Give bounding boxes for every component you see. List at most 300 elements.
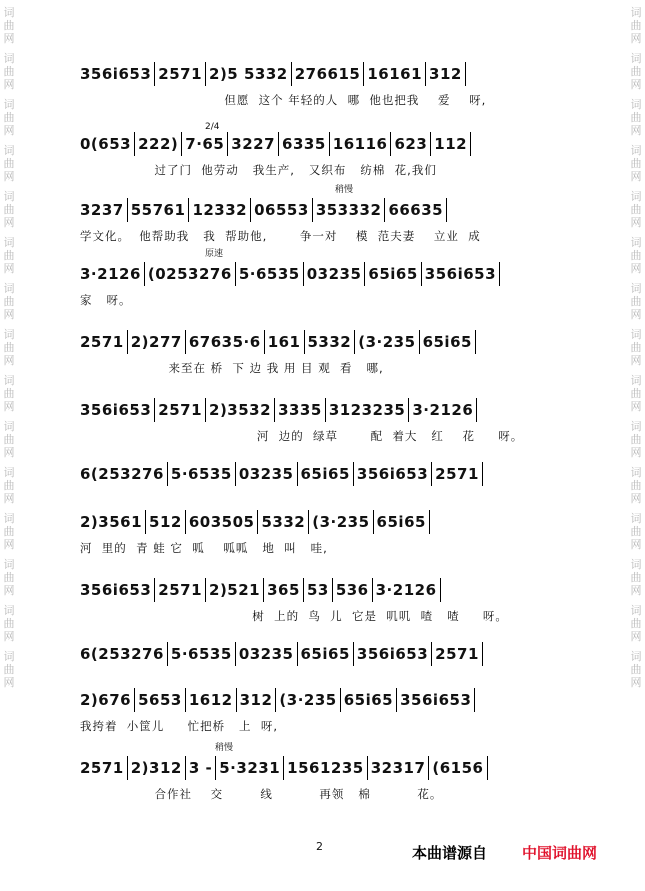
- watermark-glyph: 词: [3, 328, 15, 341]
- measure: 353332: [315, 201, 382, 219]
- measure: 161: [267, 333, 301, 351]
- measure: 6335: [282, 135, 326, 153]
- watermark-group: [0, 328, 18, 367]
- notation-line: [80, 462, 486, 486]
- barline: [329, 132, 330, 156]
- watermark-glyph: 曲: [3, 663, 15, 676]
- watermark-group: [627, 6, 645, 45]
- barline: [185, 756, 186, 780]
- watermark-group: [627, 52, 645, 91]
- barline: [354, 330, 355, 354]
- tempo-marking: 稍慢: [335, 185, 354, 195]
- watermark-glyph: 词: [3, 236, 15, 249]
- measure: 2571: [158, 65, 203, 83]
- barline: [145, 510, 146, 534]
- page-number: 2: [316, 840, 323, 853]
- watermark-glyph: 词: [630, 236, 642, 249]
- measure: 67635·6: [188, 333, 261, 351]
- barline: [205, 62, 206, 86]
- measure: 2)676: [80, 691, 132, 709]
- watermark-group: [627, 466, 645, 505]
- measure: 65i65: [300, 465, 350, 483]
- watermark-glyph: 词: [3, 466, 15, 479]
- measure: 2)521: [209, 581, 261, 599]
- barline: [384, 198, 385, 222]
- barline: [474, 688, 475, 712]
- watermark-glyph: 网: [630, 216, 642, 229]
- watermark-glyph: 曲: [630, 341, 642, 354]
- measure: 356i653: [356, 645, 429, 663]
- barline: [167, 462, 168, 486]
- watermark-glyph: 曲: [630, 617, 642, 630]
- barline: [303, 578, 304, 602]
- barline: [353, 462, 354, 486]
- watermark-glyph: 网: [630, 32, 642, 45]
- watermark-group: [0, 420, 18, 459]
- watermark-group: [0, 374, 18, 413]
- measure: 3237: [80, 201, 124, 219]
- watermark-glyph: 词: [630, 420, 642, 433]
- watermark-group: [627, 190, 645, 229]
- measure: 356i653: [400, 691, 472, 709]
- barline: [428, 756, 429, 780]
- measure: 65i65: [368, 265, 418, 283]
- barline: [291, 62, 292, 86]
- watermark-glyph: 词: [3, 420, 15, 433]
- watermark-glyph: 曲: [3, 571, 15, 584]
- watermark-glyph: 词: [3, 604, 15, 617]
- lyric-line: 家 呀。: [80, 293, 132, 307]
- watermark-group: [0, 650, 18, 689]
- barline: [144, 262, 145, 286]
- lyric-line: 合作社 交 线 再领 棉 花。: [80, 787, 443, 801]
- lyric-line: 但愿 这个 年轻的人 哪 他也把我 爱 呀,: [80, 93, 487, 107]
- barline: [263, 578, 264, 602]
- barline: [236, 688, 237, 712]
- watermark-group: [0, 466, 18, 505]
- barline: [396, 688, 397, 712]
- measure: 2)312: [130, 759, 182, 777]
- tempo-marking: 2/4: [205, 122, 220, 132]
- measure: 2)3561: [80, 513, 143, 531]
- measure: 5332: [261, 513, 306, 531]
- watermark-glyph: 网: [630, 538, 642, 551]
- watermark-glyph: 网: [630, 170, 642, 183]
- measure: 12332: [192, 201, 248, 219]
- watermark-glyph: 网: [3, 492, 15, 505]
- barline: [283, 756, 284, 780]
- barline: [325, 398, 326, 422]
- watermark-glyph: 网: [630, 308, 642, 321]
- watermark-glyph: 词: [630, 98, 642, 111]
- lyric-line: 过了门 他劳动 我生产, 又织布 纺棉 花,我们: [80, 163, 437, 177]
- measure: 312: [239, 691, 273, 709]
- watermark-glyph: 曲: [3, 617, 15, 630]
- barline: [154, 578, 155, 602]
- measure: 5332: [307, 333, 352, 351]
- watermark-glyph: 网: [3, 446, 15, 459]
- watermark-glyph: 词: [630, 466, 642, 479]
- watermark-group: [0, 98, 18, 137]
- barline: [134, 688, 135, 712]
- measure: 623: [394, 135, 428, 153]
- notation-line: [80, 132, 474, 156]
- measure: 3·2126: [80, 265, 141, 283]
- watermark-glyph: 网: [3, 400, 15, 413]
- measure: 276615: [294, 65, 361, 83]
- watermark-glyph: 词: [3, 558, 15, 571]
- measure: 356i653: [80, 65, 152, 83]
- notation-line: [80, 262, 503, 286]
- barline: [257, 510, 258, 534]
- watermark-glyph: 曲: [630, 65, 642, 78]
- watermark-group: [627, 282, 645, 321]
- barline: [127, 330, 128, 354]
- barline: [408, 398, 409, 422]
- barline: [332, 578, 333, 602]
- watermark-glyph: 曲: [630, 19, 642, 32]
- barline: [431, 642, 432, 666]
- barline: [181, 132, 182, 156]
- measure: 536: [335, 581, 369, 599]
- watermark-column-right: [627, 0, 645, 891]
- watermark-glyph: 曲: [630, 479, 642, 492]
- watermark-glyph: 曲: [630, 157, 642, 170]
- watermark-glyph: 网: [630, 630, 642, 643]
- watermark-glyph: 词: [630, 374, 642, 387]
- barline: [274, 398, 275, 422]
- barline: [250, 198, 251, 222]
- watermark-glyph: 词: [630, 144, 642, 157]
- watermark-group: [627, 558, 645, 597]
- barline: [499, 262, 500, 286]
- watermark-group: [627, 374, 645, 413]
- measure: 356i653: [356, 465, 429, 483]
- measure: 356i653: [80, 401, 152, 419]
- lyric-line: 河 里的 青 蛙 它 呱 呱呱 地 叫 哇,: [80, 541, 328, 555]
- lyric-line: 我挎着 小筐儿 忙把桥 上 呀,: [80, 719, 279, 733]
- barline: [353, 642, 354, 666]
- barline: [235, 462, 236, 486]
- measure: 1612: [188, 691, 233, 709]
- watermark-column-left: [0, 0, 18, 891]
- barline: [264, 330, 265, 354]
- watermark-glyph: 词: [630, 52, 642, 65]
- measure: 2)277: [130, 333, 182, 351]
- measure: 65i65: [376, 513, 426, 531]
- measure: 5·6535: [170, 645, 232, 663]
- watermark-glyph: 曲: [3, 203, 15, 216]
- barline: [363, 62, 364, 86]
- measure: 06553: [254, 201, 309, 219]
- watermark-group: [0, 52, 18, 91]
- watermark-glyph: 曲: [3, 525, 15, 538]
- watermark-glyph: 曲: [3, 295, 15, 308]
- notation-line: [80, 510, 433, 534]
- watermark-glyph: 词: [630, 512, 642, 525]
- tempo-marking: 稍慢: [215, 743, 234, 753]
- barline: [340, 688, 341, 712]
- barline: [429, 510, 430, 534]
- watermark-group: [627, 98, 645, 137]
- measure: 03235: [306, 265, 362, 283]
- watermark-group: [627, 604, 645, 643]
- watermark-glyph: 词: [630, 558, 642, 571]
- barline: [235, 262, 236, 286]
- watermark-glyph: 曲: [3, 479, 15, 492]
- measure: 356i653: [424, 265, 497, 283]
- barline: [430, 132, 431, 156]
- watermark-glyph: 曲: [630, 571, 642, 584]
- barline: [297, 642, 298, 666]
- measure: 2571: [158, 581, 203, 599]
- notation-line: [80, 398, 480, 422]
- watermark-glyph: 词: [3, 52, 15, 65]
- watermark-group: [0, 604, 18, 643]
- barline: [364, 262, 365, 286]
- barline: [297, 462, 298, 486]
- watermark-glyph: 曲: [3, 19, 15, 32]
- barline: [475, 330, 476, 354]
- measure: 16116: [332, 135, 388, 153]
- watermark-glyph: 词: [3, 144, 15, 157]
- watermark-group: [0, 512, 18, 551]
- measure: 365: [267, 581, 300, 599]
- watermark-group: [0, 190, 18, 229]
- notation-line: [80, 198, 450, 222]
- watermark-glyph: 曲: [630, 249, 642, 262]
- measure: 65i65: [422, 333, 472, 351]
- watermark-glyph: 网: [630, 676, 642, 689]
- lyric-line: 树 上的 鸟 儿 它是 叽叽 喳 喳 呀。: [80, 609, 508, 623]
- measure: 55761: [130, 201, 186, 219]
- measure: 3335: [278, 401, 322, 419]
- measure: 3·2126: [412, 401, 474, 419]
- measure: 65i65: [343, 691, 394, 709]
- measure: 3·2126: [375, 581, 437, 599]
- watermark-glyph: 曲: [3, 111, 15, 124]
- watermark-glyph: 网: [3, 630, 15, 643]
- measure: 3 -: [188, 759, 213, 777]
- measure: 512: [149, 513, 182, 531]
- barline: [465, 62, 466, 86]
- barline: [205, 578, 206, 602]
- measure: 312: [429, 65, 462, 83]
- measure: 03235: [238, 465, 294, 483]
- watermark-group: [0, 236, 18, 275]
- watermark-glyph: 词: [3, 6, 15, 19]
- barline: [154, 398, 155, 422]
- barline: [134, 132, 135, 156]
- measure: 5·3231: [219, 759, 281, 777]
- watermark-glyph: 网: [3, 354, 15, 367]
- barline: [127, 198, 128, 222]
- watermark-glyph: 词: [630, 604, 642, 617]
- watermark-glyph: 词: [3, 282, 15, 295]
- notation-line: [80, 330, 479, 354]
- measure: 3123235: [328, 401, 406, 419]
- watermark-glyph: 曲: [3, 65, 15, 78]
- measure: 2571: [158, 401, 203, 419]
- measure: 1561235: [287, 759, 364, 777]
- barline: [127, 756, 128, 780]
- watermark-group: [627, 328, 645, 367]
- watermark-glyph: 网: [3, 262, 15, 275]
- barline: [308, 510, 309, 534]
- watermark-group: [627, 512, 645, 551]
- measure: 222): [138, 135, 179, 153]
- barline: [421, 262, 422, 286]
- barline: [425, 62, 426, 86]
- measure: (3·235: [279, 691, 337, 709]
- watermark-glyph: 词: [630, 190, 642, 203]
- watermark-glyph: 曲: [630, 111, 642, 124]
- notation-line: [80, 578, 444, 602]
- watermark-glyph: 曲: [3, 433, 15, 446]
- notation-line: [80, 642, 486, 666]
- barline: [482, 462, 483, 486]
- watermark-glyph: 曲: [630, 663, 642, 676]
- measure: (6156: [432, 759, 484, 777]
- source-site-link[interactable]: 中国词曲网: [522, 844, 598, 862]
- measure: 3227: [231, 135, 276, 153]
- watermark-glyph: 词: [630, 6, 642, 19]
- measure: 32317: [370, 759, 426, 777]
- barline: [487, 756, 488, 780]
- watermark-glyph: 曲: [3, 249, 15, 262]
- barline: [372, 578, 373, 602]
- measure: 5·6535: [238, 265, 300, 283]
- measure: 2571: [435, 645, 479, 663]
- barline: [419, 330, 420, 354]
- watermark-glyph: 网: [630, 354, 642, 367]
- watermark-glyph: 网: [3, 308, 15, 321]
- barline: [205, 398, 206, 422]
- watermark-glyph: 网: [630, 446, 642, 459]
- barline: [367, 756, 368, 780]
- notation-line: [80, 756, 491, 780]
- measure: (3·235: [358, 333, 416, 351]
- barline: [390, 132, 391, 156]
- measure: 5·6535: [170, 465, 232, 483]
- watermark-group: [627, 236, 645, 275]
- notation-line: [80, 62, 469, 86]
- watermark-glyph: 网: [630, 78, 642, 91]
- measure: 603505: [188, 513, 255, 531]
- watermark-glyph: 网: [3, 32, 15, 45]
- watermark-glyph: 网: [3, 538, 15, 551]
- watermark-group: [627, 650, 645, 689]
- barline: [215, 756, 216, 780]
- barline: [185, 330, 186, 354]
- watermark-glyph: 网: [630, 584, 642, 597]
- measure: 2)3532: [209, 401, 272, 419]
- watermark-glyph: 词: [3, 374, 15, 387]
- watermark-glyph: 网: [630, 400, 642, 413]
- watermark-glyph: 网: [3, 170, 15, 183]
- barline: [154, 62, 155, 86]
- lyric-line: 来至在 桥 下 边 我 用 目 观 看 哪,: [80, 361, 384, 375]
- barline: [312, 198, 313, 222]
- watermark-glyph: 曲: [630, 433, 642, 446]
- measure: 356i653: [80, 581, 152, 599]
- watermark-glyph: 词: [630, 328, 642, 341]
- tempo-marking: 原速: [205, 249, 224, 259]
- barline: [185, 510, 186, 534]
- watermark-glyph: 网: [630, 262, 642, 275]
- watermark-glyph: 网: [3, 124, 15, 137]
- watermark-group: [0, 6, 18, 45]
- measure: 2571: [80, 759, 124, 777]
- watermark-glyph: 曲: [3, 157, 15, 170]
- watermark-glyph: 网: [3, 216, 15, 229]
- watermark-glyph: 词: [3, 512, 15, 525]
- barline: [431, 462, 432, 486]
- notation-line: [80, 688, 478, 712]
- watermark-glyph: 曲: [630, 203, 642, 216]
- watermark-glyph: 词: [3, 650, 15, 663]
- watermark-glyph: 网: [630, 492, 642, 505]
- watermark-glyph: 网: [3, 78, 15, 91]
- watermark-glyph: 词: [3, 190, 15, 203]
- watermark-glyph: 曲: [630, 525, 642, 538]
- barline: [470, 132, 471, 156]
- watermark-glyph: 词: [630, 650, 642, 663]
- measure: 0(653: [80, 135, 132, 153]
- watermark-group: [627, 144, 645, 183]
- watermark-glyph: 网: [630, 124, 642, 137]
- barline: [482, 642, 483, 666]
- watermark-glyph: 曲: [630, 387, 642, 400]
- measure: 66635: [388, 201, 444, 219]
- measure: 03235: [238, 645, 294, 663]
- barline: [188, 198, 189, 222]
- watermark-group: [0, 558, 18, 597]
- watermark-glyph: 词: [630, 282, 642, 295]
- watermark-glyph: 词: [3, 98, 15, 111]
- measure: (3·235: [312, 513, 370, 531]
- measure: 65i65: [300, 645, 350, 663]
- barline: [227, 132, 228, 156]
- measure: 6(253276: [80, 645, 164, 663]
- measure: 2571: [435, 465, 479, 483]
- measure: 53: [306, 581, 329, 599]
- measure: 5653: [138, 691, 182, 709]
- measure: 2571: [80, 333, 124, 351]
- measure: 16161: [367, 65, 423, 83]
- lyric-line: 学文化。 他帮助我 我 帮助他, 争一对 模 范夫妻 立业 成: [80, 229, 481, 243]
- barline: [303, 262, 304, 286]
- measure: 2)5 5332: [209, 65, 288, 83]
- barline: [235, 642, 236, 666]
- watermark-group: [0, 282, 18, 321]
- measure: 6(253276: [80, 465, 164, 483]
- watermark-glyph: 曲: [3, 387, 15, 400]
- barline: [167, 642, 168, 666]
- watermark-group: [627, 420, 645, 459]
- barline: [304, 330, 305, 354]
- barline: [373, 510, 374, 534]
- barline: [275, 688, 276, 712]
- watermark-glyph: 曲: [630, 295, 642, 308]
- lyric-line: 河 边的 绿草 配 着大 红 花 呀。: [80, 429, 524, 443]
- barline: [278, 132, 279, 156]
- measure: (0253276: [147, 265, 232, 283]
- barline: [185, 688, 186, 712]
- watermark-glyph: 网: [3, 676, 15, 689]
- watermark-glyph: 网: [3, 584, 15, 597]
- barline: [476, 398, 477, 422]
